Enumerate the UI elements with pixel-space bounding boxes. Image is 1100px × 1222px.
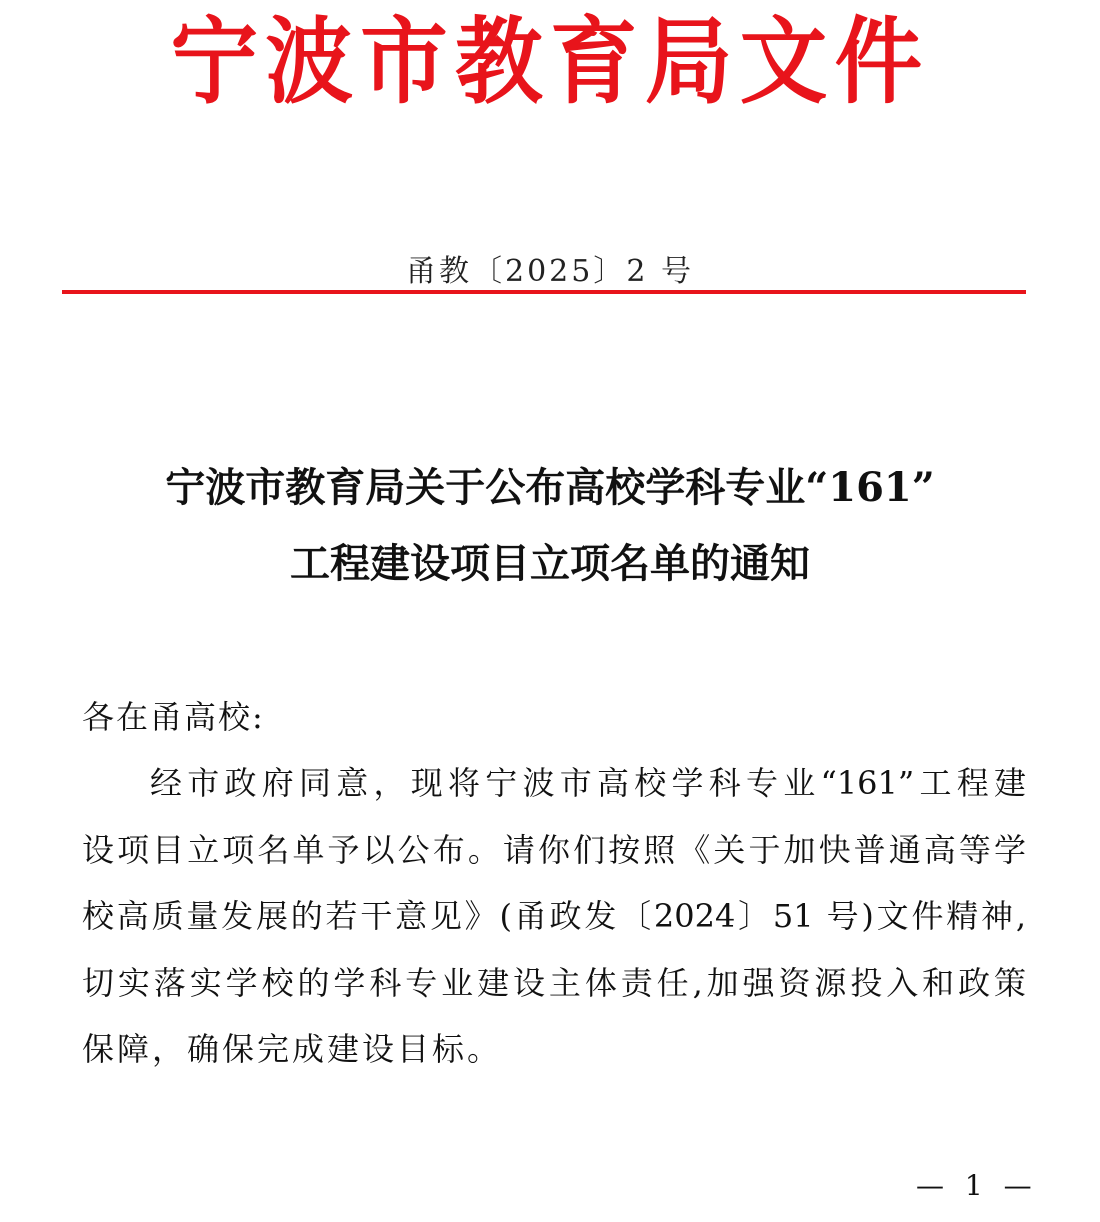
paragraph-line: 保障，确保完成建设目标。 xyxy=(82,1030,503,1068)
masthead-title: 宁波市教育局文件 xyxy=(170,8,930,117)
paragraph-line: 切实落实学校的学科专业建设主体责任,加强资源投入和政策 xyxy=(82,963,1026,1002)
title-line: 工程建设项目立项名单的通知 xyxy=(290,540,810,587)
body-paragraph xyxy=(82,750,1026,1083)
document-title xyxy=(40,450,1060,602)
paragraph-line: 经市政府同意，现将宁波市高校学科专业“161”工程建 xyxy=(150,764,1026,802)
title-line: 宁波市教育局关于公布高校学科专业“161” xyxy=(165,464,935,511)
paragraph-line: 设项目立项名单予以公布。请你们按照《关于加快普通高等学 xyxy=(82,830,1026,869)
page-number: — 1 — xyxy=(916,1169,1038,1202)
red-divider-line xyxy=(62,290,1026,294)
paragraph-line: 校高质量发展的若干意见》(甬政发〔2024〕51 号)文件精神, xyxy=(82,897,1026,935)
document-number: 甬教〔2025〕2 号 xyxy=(406,254,694,289)
salutation: 各在甬高校: xyxy=(82,698,265,736)
